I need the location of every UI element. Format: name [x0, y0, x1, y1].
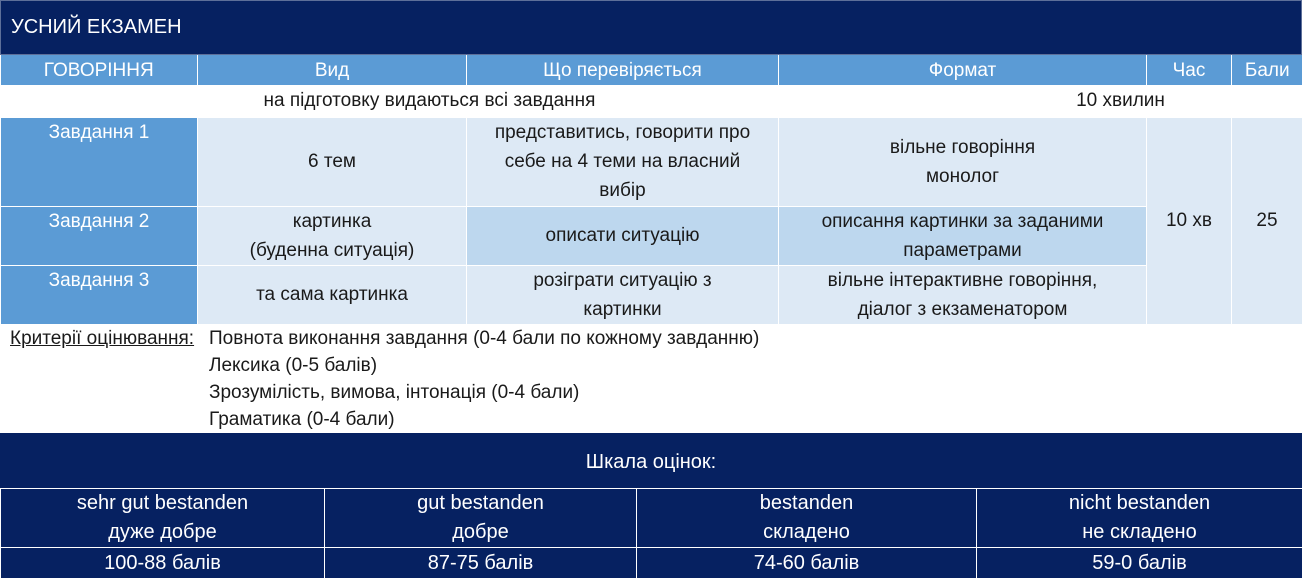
header-points: Бали — [1232, 55, 1302, 85]
grading-scale-title: Шкала оцінок: — [0, 433, 1302, 488]
criteria-item: Граматика (0-4 бали) — [209, 406, 909, 433]
task-kind-line: (буденна ситуація) — [198, 236, 466, 265]
grade-ukrainian: складено — [637, 518, 976, 547]
grade-cell — [977, 489, 1302, 548]
grade-german: bestanden — [637, 489, 976, 518]
task-format-line: вільне говоріння — [779, 133, 1146, 162]
task-kind: та сама картинка — [198, 265, 467, 324]
grade-german: sehr gut bestanden — [1, 489, 324, 518]
grade-points: 100-88 балів — [1, 548, 325, 579]
exam-title-bar — [0, 0, 1302, 55]
criteria-item: Повнота виконання завдання (0-4 бали по кожному завданню) — [209, 325, 909, 352]
header-time: Час — [1147, 55, 1232, 85]
criteria-item: Лексика (0-5 балів) — [209, 352, 909, 379]
exam-title: УСНИЙ ЕКЗАМЕН — [11, 16, 182, 39]
task-format: описання картинки за заданими параметрами — [779, 206, 1147, 265]
header-format: Формат — [779, 55, 1147, 85]
task-kind-line: картинка — [198, 207, 466, 236]
criteria-list — [209, 325, 909, 433]
task-format-line: вільне інтерактивне говоріння, — [779, 266, 1146, 295]
task-label: Завдання 3 — [1, 265, 198, 324]
task-label: Завдання 1 — [1, 117, 198, 206]
grading-scale-table — [0, 488, 1302, 579]
table-header-row — [1, 55, 1302, 85]
table-row — [1, 265, 1302, 324]
task-format — [779, 117, 1147, 206]
grade-points: 74-60 балів — [637, 548, 977, 579]
total-points: 25 — [1232, 117, 1302, 324]
table-row — [1, 206, 1302, 265]
grade-points: 59-0 балів — [977, 548, 1302, 579]
criteria-label: Критерії оцінювання: — [10, 328, 194, 349]
task-label: Завдання 2 — [1, 206, 198, 265]
table-row — [1, 117, 1302, 206]
preparation-text: на підготовку видаються всі завдання — [1, 85, 779, 117]
grade-ukrainian: не складено — [977, 518, 1302, 547]
task-kind — [198, 206, 467, 265]
grade-points: 87-75 балів — [325, 548, 637, 579]
task-kind: 6 тем — [198, 117, 467, 206]
grade-names-row — [1, 489, 1302, 548]
grade-german: gut bestanden — [325, 489, 636, 518]
task-checks: представитись, говорити про себе на 4 теми на власний вибір — [467, 117, 779, 206]
header-checks: Що перевіряється — [467, 55, 779, 85]
task-format — [779, 265, 1147, 324]
header-kind: Вид — [198, 55, 467, 85]
total-time: 10 хв — [1147, 117, 1232, 324]
grade-german: nicht bestanden — [977, 489, 1302, 518]
preparation-row — [1, 85, 1302, 117]
grade-cell — [637, 489, 977, 548]
grade-cell — [1, 489, 325, 548]
grade-ukrainian: дуже добре — [1, 518, 324, 547]
task-format-line: монолог — [779, 162, 1146, 191]
grade-ukrainian: добре — [325, 518, 636, 547]
grade-cell — [325, 489, 637, 548]
task-checks: розіграти ситуацію з картинки — [467, 265, 779, 324]
task-format-line: діалог з екзаменатором — [779, 295, 1146, 324]
criteria-section — [10, 325, 194, 352]
task-checks: описати ситуацію — [467, 206, 779, 265]
speaking-table — [0, 55, 1302, 325]
criteria-item: Зрозумілість, вимова, інтонація (0-4 бали) — [209, 379, 909, 406]
preparation-time: 10 хвилин — [779, 85, 1302, 117]
header-speaking: ГОВОРІННЯ — [1, 55, 198, 85]
